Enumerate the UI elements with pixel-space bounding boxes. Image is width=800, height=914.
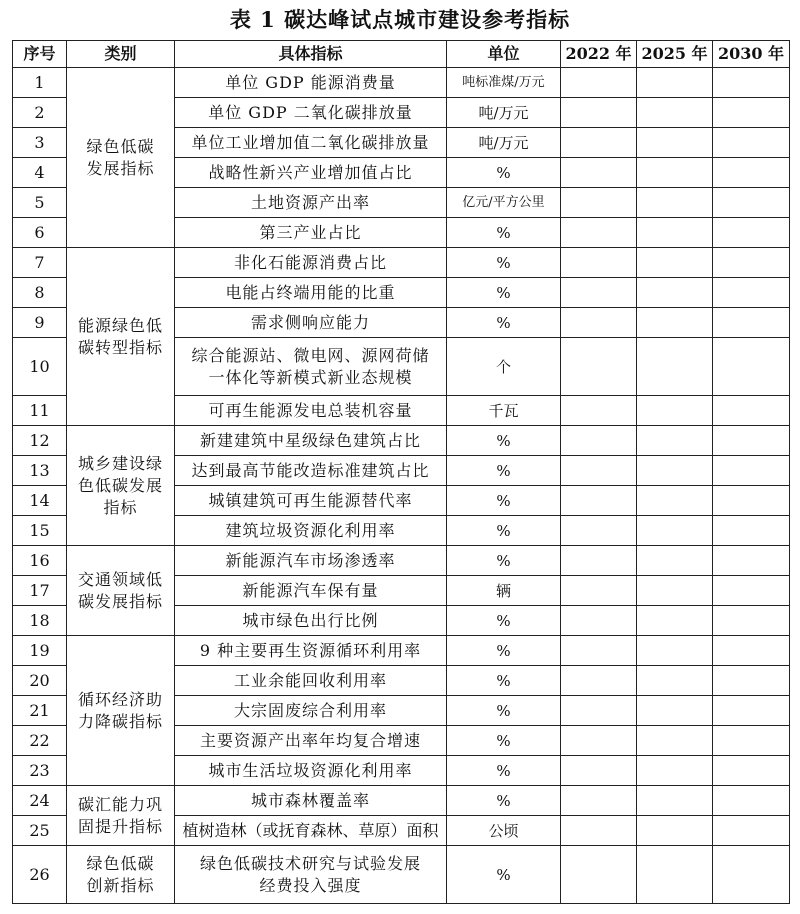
value-2022-cell[interactable] [561,546,637,576]
row-no: 16 [13,546,67,576]
row-no: 2 [13,98,67,128]
row-no: 6 [13,218,67,248]
indicator-cell: 战略性新兴产业增加值占比 [175,158,447,188]
indicator-cell: 可再生能源发电总装机容量 [175,396,447,426]
row-no: 9 [13,308,67,338]
indicator-line: 一体化等新模式新业态规模 [208,367,413,387]
header-category: 类别 [67,41,175,68]
indicator-cell: 工业余能回收利用率 [175,666,447,696]
unit-cell: % [447,426,561,456]
indicator-cell: 土地资源产出率 [175,188,447,218]
value-2030-cell[interactable] [713,696,790,726]
unit-cell: % [447,456,561,486]
value-2030-cell[interactable] [713,846,790,904]
value-2025-cell[interactable] [637,278,713,308]
table-row [13,636,790,666]
value-2030-cell[interactable] [713,128,790,158]
value-2025-cell[interactable] [637,546,713,576]
value-2022-cell[interactable] [561,666,637,696]
value-2022-cell[interactable] [561,68,637,98]
unit-cell: % [447,666,561,696]
indicator-cell: 非化石能源消费占比 [175,248,447,278]
unit-cell: 辆 [447,576,561,606]
value-2022-cell[interactable] [561,338,637,396]
category-cell [67,68,175,248]
indicator-line: 绿色低碳技术研究与试验发展 [199,853,421,873]
value-2022-cell[interactable] [561,98,637,128]
value-2025-cell[interactable] [637,636,713,666]
value-2030-cell[interactable] [713,786,790,816]
indicator-cell: 电能占终端用能的比重 [175,278,447,308]
value-2022-cell[interactable] [561,218,637,248]
value-2025-cell[interactable] [637,456,713,486]
row-no: 15 [13,516,67,546]
table-header [13,41,790,68]
unit-cell: % [447,158,561,188]
value-2030-cell[interactable] [713,516,790,546]
value-2025-cell[interactable] [637,726,713,756]
row-no: 5 [13,188,67,218]
value-2030-cell[interactable] [713,816,790,846]
header-2025: 2025 年 [637,41,713,68]
value-2025-cell[interactable] [637,846,713,904]
unit-cell: % [447,606,561,636]
value-2030-cell[interactable] [713,338,790,396]
indicator-cell: 第三产业占比 [175,218,447,248]
category-line: 色低碳发展 [77,475,163,495]
indicator-cell: 单位工业增加值二氧化碳排放量 [175,128,447,158]
indicator-cell: 新能源汽车市场渗透率 [175,546,447,576]
indicator-cell: 城市森林覆盖率 [175,786,447,816]
row-no: 19 [13,636,67,666]
value-2030-cell[interactable] [713,666,790,696]
value-2022-cell[interactable] [561,636,637,666]
indicator-cell: 植树造林（或抚育森林、草原）面积 [175,816,447,846]
value-2030-cell[interactable] [713,188,790,218]
unit-cell: % [447,786,561,816]
row-no: 4 [13,158,67,188]
value-2030-cell[interactable] [713,576,790,606]
unit-cell: % [447,308,561,338]
unit-cell: % [447,486,561,516]
value-2025-cell[interactable] [637,158,713,188]
category-line: 指标 [103,497,138,517]
table-row [13,546,790,576]
indicator-cell: 9 种主要再生资源循环利用率 [175,636,447,666]
value-2025-cell[interactable] [637,606,713,636]
value-2030-cell[interactable] [713,606,790,636]
unit-cell: % [447,726,561,756]
value-2025-cell[interactable] [637,426,713,456]
value-2030-cell[interactable] [713,456,790,486]
value-2025-cell[interactable] [637,128,713,158]
value-2022-cell[interactable] [561,128,637,158]
table-row [13,248,790,278]
indicator-cell: 城镇建筑可再生能源替代率 [175,486,447,516]
value-2025-cell[interactable] [637,308,713,338]
row-no: 14 [13,486,67,516]
value-2030-cell[interactable] [713,98,790,128]
value-2022-cell[interactable] [561,516,637,546]
row-no: 18 [13,606,67,636]
row-no: 1 [13,68,67,98]
category-line: 碳发展指标 [77,591,163,611]
value-2022-cell[interactable] [561,396,637,426]
value-2025-cell[interactable] [637,248,713,278]
table-row [13,68,790,98]
unit-cell: % [447,516,561,546]
indicator-table [12,40,790,904]
value-2022-cell[interactable] [561,606,637,636]
indicator-cell: 需求侧响应能力 [175,308,447,338]
unit-cell: 吨/万元 [447,128,561,158]
row-no: 17 [13,576,67,606]
category-cell [67,426,175,546]
row-no: 26 [13,846,67,904]
category-line: 循环经济助 [77,689,163,709]
value-2022-cell[interactable] [561,696,637,726]
header-unit: 单位 [447,41,561,68]
value-2022-cell[interactable] [561,248,637,278]
row-no: 24 [13,786,67,816]
unit-cell: % [447,636,561,666]
row-no: 8 [13,278,67,308]
value-2025-cell[interactable] [637,396,713,426]
value-2030-cell[interactable] [713,726,790,756]
indicator-cell: 新能源汽车保有量 [175,576,447,606]
category-line: 固提升指标 [77,816,163,836]
category-cell [67,248,175,426]
value-2025-cell[interactable] [637,98,713,128]
header-no: 序号 [13,41,67,68]
unit-cell: 吨/万元 [447,98,561,128]
row-no: 25 [13,816,67,846]
indicator-line: 经费投入强度 [259,875,362,895]
value-2030-cell[interactable] [713,756,790,786]
value-2025-cell[interactable] [637,816,713,846]
indicator-cell: 单位 GDP 二氧化碳排放量 [175,98,447,128]
value-2022-cell[interactable] [561,726,637,756]
value-2022-cell[interactable] [561,486,637,516]
value-2030-cell[interactable] [713,308,790,338]
value-2025-cell[interactable] [637,576,713,606]
value-2025-cell[interactable] [637,486,713,516]
value-2022-cell[interactable] [561,158,637,188]
table-body [13,68,790,904]
unit-cell: % [447,278,561,308]
indicator-cell [175,846,447,904]
header-row [13,41,790,68]
table-row [13,786,790,816]
indicator-cell: 建筑垃圾资源化利用率 [175,516,447,546]
value-2025-cell[interactable] [637,786,713,816]
category-cell [67,636,175,786]
value-2030-cell[interactable] [713,158,790,188]
unit-cell: % [447,248,561,278]
row-no: 20 [13,666,67,696]
category-cell [67,546,175,636]
indicator-cell [175,338,447,396]
category-line: 发展指标 [86,158,155,178]
indicator-cell: 达到最高节能改造标准建筑占比 [175,456,447,486]
value-2030-cell[interactable] [713,68,790,98]
table-title: 表 1 碳达峰试点城市建设参考指标 [229,7,571,32]
indicator-cell: 新建建筑中星级绿色建筑占比 [175,426,447,456]
value-2022-cell[interactable] [561,846,637,904]
category-line: 能源绿色低 [77,315,163,335]
row-no: 12 [13,426,67,456]
value-2022-cell[interactable] [561,426,637,456]
row-no: 22 [13,726,67,756]
value-2022-cell[interactable] [561,188,637,218]
row-no: 21 [13,696,67,726]
category-line: 碳汇能力巩 [77,794,163,814]
indicator-cell: 城市生活垃圾资源化利用率 [175,756,447,786]
row-no: 11 [13,396,67,426]
category-line: 创新指标 [86,875,155,895]
unit-cell: % [447,756,561,786]
unit-cell: 个 [447,338,561,396]
value-2030-cell[interactable] [713,396,790,426]
category-line: 交通领域低 [77,569,163,589]
unit-cell: 吨标准煤/万元 [447,68,561,98]
value-2025-cell[interactable] [637,666,713,696]
table-row [13,426,790,456]
header-2030: 2030 年 [713,41,790,68]
header-indicator: 具体指标 [175,41,447,68]
value-2030-cell[interactable] [713,426,790,456]
unit-cell: % [447,546,561,576]
category-line: 碳转型指标 [77,337,163,357]
category-line: 绿色低碳 [86,136,155,156]
indicator-cell: 大宗固废综合利用率 [175,696,447,726]
indicator-cell: 单位 GDP 能源消费量 [175,68,447,98]
value-2022-cell[interactable] [561,456,637,486]
value-2022-cell[interactable] [561,786,637,816]
category-line: 绿色低碳 [86,853,155,873]
value-2030-cell[interactable] [713,636,790,666]
header-2022: 2022 年 [561,41,637,68]
row-no: 10 [13,338,67,396]
row-no: 13 [13,456,67,486]
category-cell [67,846,175,904]
value-2025-cell[interactable] [637,696,713,726]
unit-cell: 千瓦 [447,396,561,426]
value-2022-cell[interactable] [561,756,637,786]
indicator-line: 综合能源站、微电网、源网荷储 [191,345,430,365]
unit-cell: % [447,696,561,726]
value-2022-cell[interactable] [561,308,637,338]
unit-cell: 公顷 [447,816,561,846]
indicator-cell: 主要资源产出率年均复合增速 [175,726,447,756]
value-2025-cell[interactable] [637,516,713,546]
indicator-cell: 城市绿色出行比例 [175,606,447,636]
row-no: 7 [13,248,67,278]
category-line: 力降碳指标 [77,711,163,731]
value-2025-cell[interactable] [637,756,713,786]
unit-cell: 亿元/平方公里 [447,188,561,218]
value-2025-cell[interactable] [637,68,713,98]
value-2022-cell[interactable] [561,278,637,308]
value-2030-cell[interactable] [713,546,790,576]
value-2022-cell[interactable] [561,576,637,606]
category-cell [67,786,175,846]
value-2025-cell[interactable] [637,218,713,248]
value-2022-cell[interactable] [561,816,637,846]
row-no: 23 [13,756,67,786]
unit-cell: % [447,846,561,904]
row-no: 3 [13,128,67,158]
value-2030-cell[interactable] [713,218,790,248]
value-2030-cell[interactable] [713,278,790,308]
unit-cell: % [447,218,561,248]
table-row [13,846,790,904]
value-2030-cell[interactable] [713,486,790,516]
value-2025-cell[interactable] [637,188,713,218]
value-2030-cell[interactable] [713,248,790,278]
value-2025-cell[interactable] [637,338,713,396]
category-line: 城乡建设绿 [77,453,163,473]
